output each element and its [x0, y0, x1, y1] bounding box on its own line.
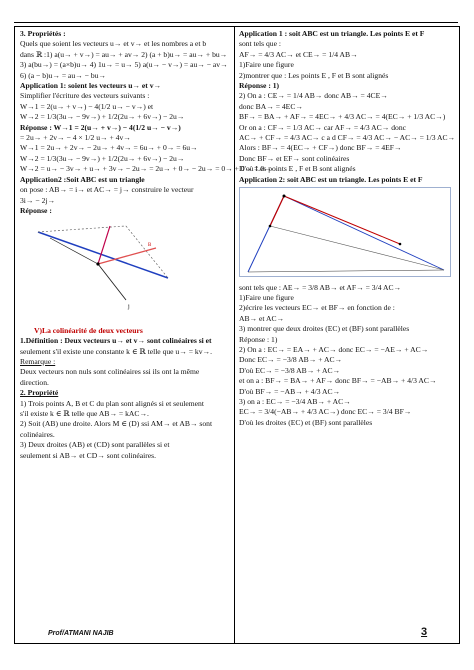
- text-line: Alors : BF→ = 4(EC→ + CF→) donc BF→ = 4EF→: [239, 143, 402, 153]
- text-line: W→1 = 2u→ + 2v→ − 2u→ + 4v→ = 6u→ + 0→ = 6u→: [20, 143, 198, 153]
- text-line: 1)Faire une figure: [239, 292, 294, 302]
- text-line: 2)écrire les vecteurs EC→ et BF→ en fonction de :: [239, 303, 395, 313]
- svg-text:B: B: [148, 243, 152, 249]
- text-line: W→2 = u→ − 3v→ + u→ + 3v→ − 2u→ = 2u→ + 0→ − 2u→ = 0→ + 0→ = 0→: [20, 164, 272, 174]
- text-line: dans ℝ :1) a(u→ + v→) = au→ + av→ 2) (a + b)u→ = au→ + bu→: [20, 49, 228, 59]
- svg-text:j: j: [128, 304, 130, 311]
- text-line: Application2 :Soit ABC est un triangle: [20, 174, 145, 184]
- text-line: BF→ = BA→ + AF→ = 4EC→ + 4/3 AC→ = 4(EC→ + 1/3 AC→): [239, 112, 446, 122]
- text-line: Application 2: soit ABC est un triangle. Les points E et F: [239, 174, 423, 184]
- text-line: 3. Propriétés :: [20, 29, 66, 38]
- text-line: Simplifier l'écriture des vecteurs suivants :: [20, 91, 150, 101]
- worksheet-page: [14, 26, 460, 644]
- text-line: s'il existe k ∈ ℝ telle que AB→ = kAC→.: [20, 408, 149, 418]
- text-line: Réponse : 1): [239, 81, 280, 91]
- text-line: 3) on a : EC→ = −3/4 AB→ + AC→: [239, 396, 351, 406]
- text-line: sont tels que : AE→ = 3/8 AB→ et AF→ = 3/4 AC→: [239, 282, 402, 292]
- text-line: Réponse :: [20, 205, 52, 215]
- text-line: 3) Deux droites (AB) et (CD) sont parallèles si et: [20, 440, 170, 450]
- text-line: 2) On a : EC→ = EA→ + AC→ donc EC→ = −AE→ + AC→: [239, 344, 429, 354]
- text-line: 6) (a − b)u→ = au→ − bu→: [20, 70, 107, 80]
- text-line: Deux vecteurs non nuls sont colinéaires ssi ils ont la même: [20, 367, 200, 377]
- page-number: 3: [421, 626, 428, 638]
- text-line: direction.: [20, 377, 49, 387]
- text-line: Réponse : 1): [239, 334, 278, 344]
- text-line: Application 1 : soit ABC est un triangle. Les points E et F: [239, 29, 425, 38]
- text-line: et on a : BF→ = BA→ + AF→ donc BF→ = −AB→ + 4/3 AC→: [239, 376, 437, 386]
- text-line: D'où EC→ = −3/8 AB→ + AC→: [239, 365, 341, 375]
- text-line: D'où Les points E , F et B sont alignés: [239, 164, 356, 174]
- text-line: Application 1: soient les vecteurs u→ et v→: [20, 81, 162, 91]
- text-line: sont tels que :: [239, 39, 281, 49]
- author-footer: Prof/ATMANI NAJIB: [48, 630, 114, 637]
- text-line: 2)montrer que : Les points E , F et B sont alignés: [239, 70, 389, 80]
- text-line: Or on a : CF→ = 1/3 AC→ car AF→ = 4/3 AC→ donc: [239, 122, 406, 132]
- text-line: 3) montrer que deux droites (EC) et (BF) sont parallèles: [239, 324, 410, 334]
- text-line: AC→ + CF→ = 4/3 AC→ c a d CF→ = 4/3 AC→ − AC→ = 1/3 AC→: [239, 133, 456, 143]
- text-line: 1)Faire une figure: [239, 60, 294, 70]
- text-line: W→1 = 2(u→ + v→) − 4(1/2 u→ − v→) et: [20, 101, 154, 111]
- text-line: on pose : AB→ = i→ et AC→ = j→ construire le vecteur: [20, 185, 194, 195]
- application2-right-figure: [239, 187, 451, 277]
- text-line: 2) On a : CE→ = 1/4 AB→ donc AB→ = 4CE→: [239, 91, 388, 101]
- text-line: 2) Soit (AB) une droite. Alors M ∈ (D) ssi AM→ et AB→ sont: [20, 419, 213, 429]
- text-line: Remarque :: [20, 356, 56, 366]
- text-line: Réponse : W→1 = 2(u→ + v→) − 4(1/2 u→ − v→): [20, 122, 181, 132]
- text-line: D'où les droites (EC) et (BF) sont parallèles: [239, 417, 373, 427]
- text-line: 3i→ − 2j→: [20, 195, 56, 205]
- section-title: V)La colinéarité de deux vecteurs: [34, 325, 143, 335]
- text-line: 2. Propriété: [20, 388, 59, 398]
- application2-figure: [28, 220, 178, 318]
- text-line: Donc BF→ et EF→ sont colinéaires: [239, 153, 350, 163]
- text-line: D'où BF→ = −AB→ + 4/3 AC→: [239, 386, 341, 396]
- right-text-block-2: [239, 283, 456, 429]
- text-line: 1) Trois points A, B et C du plan sont alignés si et seulement: [20, 398, 204, 408]
- top-rule: [14, 22, 458, 23]
- text-line: donc BA→ = 4EC→: [239, 101, 303, 111]
- text-line: AF→ = 4/3 AC→ et CE→ = 1/4 AB→: [239, 49, 358, 59]
- text-line: Quels que soient les vecteurs u→ et v→ et les nombres a et b: [20, 39, 207, 49]
- text-line: W→2 = 1/3(3u→ − 9v→) + 1/2(2u→ + 6v→) − 2u→: [20, 153, 185, 163]
- text-line: EC→ = 3/4(−AB→ + 4/3 AC→) donc EC→ = 3/4 BF→: [239, 407, 412, 417]
- text-line: seulement s'il existe une constante k ∈ ℝ telle que u→ = kv→.: [20, 346, 212, 356]
- text-line: 1.Définition : Deux vecteurs u→ et v→ sont colinéaires si et: [20, 336, 212, 346]
- text-line: colinéaires.: [20, 429, 55, 439]
- right-column: [235, 27, 459, 643]
- left-text-block-2: [20, 336, 231, 461]
- text-line: 3) a(bu→) = (a×b)u→ 4) 1u→ = u→ 5) a(u→ − v→) = au→ − av→: [20, 60, 228, 70]
- text-line: W→2 = 1/3(3u→ − 9v→) + 1/2(2u→ + 6v→) − 2u→: [20, 112, 185, 122]
- text-line: AB→ et AC→: [239, 313, 285, 323]
- text-line: Donc EC→ = −3/8 AB→ + AC→: [239, 355, 343, 365]
- text-line: = 2u→ + 2v→ − 4 × 1/2 u→ + 4v→: [20, 133, 131, 143]
- right-text-block-1: [239, 29, 456, 185]
- text-line: seulement si AB→ et CD→ sont colinéaires.: [20, 450, 157, 460]
